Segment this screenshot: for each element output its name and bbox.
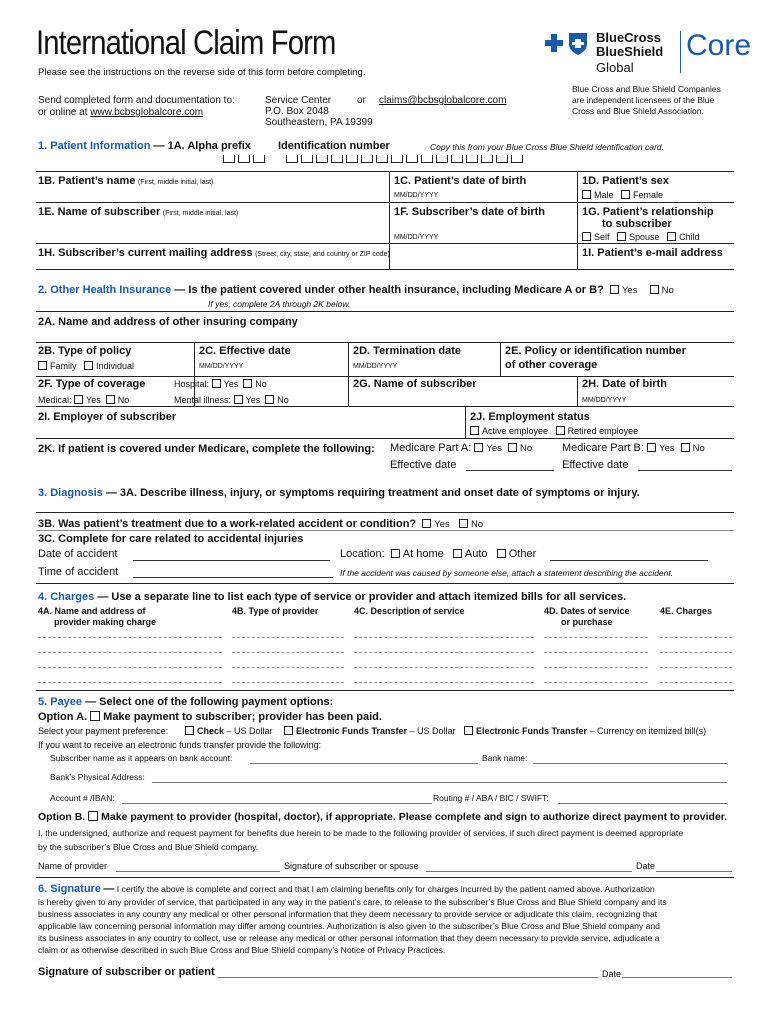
section6-text-4: its business associates in any country to collect, use or release any medical or other personal information that they deem necessary to provide service, adjudicate a [38, 933, 660, 943]
bank-address-field[interactable] [152, 782, 727, 783]
eft-currency-checkbox[interactable] [464, 726, 473, 735]
section4-header [38, 591, 626, 603]
eft-usd-checkbox[interactable] [284, 726, 293, 735]
section1-header [38, 140, 251, 152]
col-4a-1: 4A. Name and address of [38, 606, 146, 616]
col-4e: 4E. Charges [660, 606, 713, 616]
logo-blueshield: BlueShield [596, 44, 664, 59]
col-4a-2: provider making charge [54, 617, 157, 627]
hint-1h: (Street, city, state, and country or ZIP code) [255, 251, 390, 258]
check-label: Check [197, 726, 225, 736]
spouse-checkbox[interactable] [617, 232, 626, 241]
field-1h[interactable] [38, 247, 390, 259]
retired-employee-checkbox[interactable] [556, 426, 565, 435]
patient-signature-label: Signature of subscriber or patient [38, 966, 215, 978]
subscriber-bank-name-label: Subscriber name as it appears on bank account: [50, 753, 233, 763]
logo-global: Global [596, 60, 634, 75]
eft-currency-label: Electronic Funds Transfer [476, 726, 588, 736]
label-2f: 2F. Type of coverage [38, 378, 146, 390]
medical-yes-checkbox[interactable] [74, 395, 83, 404]
option-b-label: Option B. [38, 811, 86, 823]
section5-header [38, 696, 333, 708]
mental-no-checkbox[interactable] [265, 395, 274, 404]
auto-label: Auto [464, 548, 488, 560]
child-label: Child [679, 232, 700, 242]
licensee-line-3: Cross and Blue Shield Association. [572, 106, 704, 116]
label-1g-2: to subscriber [602, 218, 672, 230]
section1-title: 1. Patient Information [38, 140, 151, 152]
eft-usd-label: Electronic Funds Transfer [296, 726, 408, 736]
charge-row-4-4d[interactable] [544, 682, 648, 683]
account-label: Account # /IBAN: [50, 793, 115, 803]
col-4d-1: 4D. Dates of service [544, 606, 630, 616]
label-2b: 2B. Type of policy [38, 345, 132, 357]
option-b [38, 811, 727, 823]
charge-row-4-4c[interactable] [354, 682, 534, 683]
charge-row-1-4c[interactable] [354, 637, 534, 638]
hint-1b: (First, middle initial, last) [137, 179, 214, 186]
patient-signature-field[interactable] [218, 977, 598, 978]
label-1e: 1E. Name of subscriber [38, 206, 161, 218]
payment-preference [38, 726, 168, 736]
hospital-no-checkbox[interactable] [243, 379, 252, 388]
mental-label: Mental illness: [174, 395, 232, 405]
hint-2d[interactable]: MM/DD/YYYY [353, 363, 398, 370]
logo-bluecross: BlueCross [596, 30, 662, 45]
medical-yes-label: Yes [86, 395, 101, 405]
label-2h: 2H. Date of birth [582, 378, 667, 390]
accident-note: If the accident was caused by someone else, attach a statement describing the accident. [340, 568, 674, 578]
authorize-line-2: by the subscriber’s Blue Cross and Blue Shield company. [38, 842, 259, 852]
id-number-label: Identification number [278, 140, 390, 152]
logo-core: Core [686, 29, 752, 62]
charge-row-3-4b[interactable] [232, 667, 344, 668]
section2-title: 2. Other Health Insurance [38, 284, 172, 296]
label-2g[interactable]: 2G. Name of subscriber [353, 378, 477, 390]
date-of-accident-field[interactable] [133, 560, 330, 561]
individual-checkbox[interactable] [84, 361, 93, 370]
active-employee-checkbox[interactable] [470, 426, 479, 435]
section2-header [38, 284, 674, 296]
licensee-line-1: Blue Cross and Blue Shield Companies [572, 84, 721, 94]
label-1b: 1B. Patient’s name [38, 175, 136, 187]
charge-row-3-4e[interactable] [660, 667, 732, 668]
label-3b: 3B. Was patient’s treatment due to a work-related accident or condition? [38, 518, 417, 530]
accident-location [340, 548, 536, 560]
female-label: Female [633, 190, 664, 200]
medicare-a-effective-field[interactable] [466, 470, 554, 471]
medicare-a-yes-label: Yes [486, 443, 502, 454]
charge-row-2-4a[interactable] [38, 652, 222, 653]
medical-label: Medical: [38, 395, 72, 405]
label-2c: 2C. Effective date [199, 345, 291, 357]
section4-title: 4. Charges [38, 591, 95, 603]
charge-row-4-4a[interactable] [38, 682, 222, 683]
spouse-label: Spouse [629, 232, 660, 242]
patient-signature-date-label: Date [602, 969, 622, 979]
field-1e[interactable] [38, 206, 238, 218]
female-checkbox[interactable] [621, 190, 630, 199]
section5-desc: — Select one of the following payment options: [85, 696, 334, 708]
label-1d: 1D. Patient’s sex [582, 175, 670, 187]
other-insurance-no-checkbox[interactable] [650, 285, 659, 294]
diagnosis-line[interactable] [36, 512, 734, 513]
charge-row-2-4b[interactable] [232, 652, 344, 653]
send-line-1: Send completed form and documentation to: [38, 95, 235, 106]
payment-pref-label: Select your payment preference: [38, 726, 169, 736]
hint-2h[interactable]: MM/DD/YYYY [582, 397, 627, 404]
routing-label: Routing # / ABA / BIC / SWIFT: [433, 793, 549, 803]
address-line-3: Southeastern, PA 19399 [265, 117, 373, 128]
section2-question: — Is the patient covered under other health insurance, including Medicare A or B? [174, 284, 604, 296]
time-of-accident-label: Time of accident [38, 566, 119, 578]
hint-2c[interactable]: MM/DD/YYYY [199, 363, 244, 370]
send-line-2-prefix: or online at [38, 107, 91, 118]
id-number-field[interactable] [286, 155, 526, 165]
address-line-2: P.O. Box 2048 [265, 106, 329, 117]
field-1b[interactable] [38, 175, 213, 187]
eft-usd-option [284, 726, 456, 736]
section6-dash: — [103, 883, 115, 895]
alpha-prefix-label: — 1A. Alpha prefix [153, 140, 251, 152]
authorize-line-1: I, the undersigned, authorize and request payment for benefits due herein to be made to the following provider of services, if such direct payment is deemed appropriate [38, 828, 684, 838]
col-4c: 4C. Description of service [354, 606, 465, 616]
sex-options [582, 190, 663, 200]
eft-currency-suffix: – Currency on itemized bill(s) [589, 726, 707, 736]
other-location-label: Other [508, 548, 537, 560]
hospital-coverage [174, 379, 267, 389]
charge-row-4-4e[interactable] [660, 682, 732, 683]
work-related-no-label: No [470, 519, 484, 530]
at-home-checkbox[interactable] [391, 549, 400, 558]
label-2k: 2K. If patient is covered under Medicare, complete the following: [38, 443, 375, 455]
option-a-text: Make payment to subscriber; provider has been paid. [103, 711, 382, 723]
hint-1c[interactable]: MM/DD/YYYY [394, 192, 439, 199]
charge-row-2-4e[interactable] [660, 652, 732, 653]
charge-row-4-4b[interactable] [232, 682, 344, 683]
charge-row-1-4a[interactable] [38, 637, 222, 638]
relationship-options [582, 232, 700, 242]
eft-intro: If you want to receive an electronic funds transfer provide the following: [38, 740, 322, 750]
address-line-1: Service Center [265, 95, 332, 106]
medicare-b-effective-label: Effective date [562, 459, 629, 471]
hospital-yes-checkbox[interactable] [212, 379, 221, 388]
option-a-label: Option A. [38, 711, 88, 723]
copy-note: Copy this from your Blue Cross Blue Shield identification card. [430, 142, 664, 152]
male-label: Male [594, 190, 614, 200]
label-2j: 2J. Employment status [470, 411, 590, 423]
section3-header [38, 487, 640, 499]
eft-currency-option [464, 726, 706, 736]
option-a-checkbox[interactable] [90, 711, 100, 721]
label-2i[interactable]: 2I. Employer of subscriber [38, 411, 177, 423]
date-of-accident-label: Date of accident [38, 548, 118, 560]
medicare-a-effective-label: Effective date [390, 459, 457, 471]
charge-row-2-4d[interactable] [544, 652, 648, 653]
retired-employee-label: Retired employee [567, 426, 639, 436]
medicare-b-no-checkbox[interactable] [681, 443, 690, 452]
label-2a[interactable]: 2A. Name and address of other insuring company [38, 316, 298, 328]
policy-type-options [38, 361, 134, 371]
charge-row-2-4c[interactable] [354, 652, 534, 653]
label-2e-2: of other coverage [505, 359, 598, 371]
section6-text-5: claim or as otherwise described in such Blue Cross and Blue Shield company’s Notice of Privacy Practices. [38, 945, 446, 955]
check-suffix: – US Dollar [226, 726, 273, 736]
individual-label: Individual [96, 361, 135, 371]
other-insurance-no-label: No [661, 285, 674, 296]
claims-email-link[interactable]: claims@bcbsglobalcore.com [379, 95, 507, 106]
family-label: Family [50, 361, 77, 371]
other-insurance-yes-label: Yes [621, 285, 638, 296]
medicare-b-no-label: No [692, 443, 705, 454]
section5-title: 5. Payee [38, 696, 83, 708]
name-of-provider-label: Name of provider [38, 861, 108, 871]
option-a [38, 711, 382, 723]
subscriber-bank-name-field[interactable] [250, 763, 478, 764]
section6-text-2: business associates in any country any medical or other personal information that they deem necessary to provide service or adjudicate this claim, recognizing that [38, 909, 658, 919]
mental-no-label: No [277, 395, 289, 405]
label-2e-1[interactable]: 2E. Policy or identification number [505, 345, 686, 357]
hint-1e: (First, middle initial, last) [162, 210, 239, 217]
auto-checkbox[interactable] [453, 549, 462, 558]
medical-no-checkbox[interactable] [106, 395, 115, 404]
mental-yes-label: Yes [245, 395, 261, 405]
hospital-label: Hospital: [174, 379, 210, 389]
patient-signature-date-field[interactable] [622, 977, 732, 978]
licensee-line-2: are independent licensees of the Blue [572, 95, 715, 105]
medical-coverage [38, 395, 129, 405]
section6-line-0 [38, 883, 655, 895]
bank-name-label: Bank name: [482, 753, 528, 763]
section6-text-0: I certify the above is complete and correct and that I am claiming benefits only for charges incurred by the patient named above. Authorization [116, 884, 655, 894]
section3-3b [38, 518, 483, 530]
subscriber-spouse-signature-label: Signature of subscriber or spouse [284, 861, 419, 871]
label-2d: 2D. Termination date [353, 345, 461, 357]
medicare-b-yes-checkbox[interactable] [647, 443, 656, 452]
charge-row-3-4c[interactable] [354, 667, 534, 668]
form-title: International Claim Form [36, 24, 336, 62]
medical-no-label: No [117, 395, 130, 405]
if-yes-note: If yes, complete 2A through 2K below. [208, 299, 351, 309]
label-1c: 1C. Patient’s date of birth [394, 175, 527, 187]
subscriber-spouse-signature-field[interactable] [426, 871, 632, 872]
other-location-field[interactable] [550, 560, 708, 561]
col-4d-2: or purchase [561, 617, 613, 627]
active-employee-label: Active employee [482, 426, 549, 436]
self-checkbox[interactable] [582, 232, 591, 241]
work-related-yes-checkbox[interactable] [422, 519, 431, 528]
medicare-part-a [390, 442, 532, 454]
medicare-a-label: Medicare Part A: [390, 442, 472, 454]
hint-1f[interactable]: MM/DD/YYYY [394, 234, 439, 241]
check-usd-option [185, 726, 273, 736]
mental-coverage [174, 395, 289, 405]
bank-name-field[interactable] [533, 763, 727, 764]
medicare-b-label: Medicare Part B: [562, 442, 644, 454]
instructions-note: Please see the instructions on the reverse side of this form before completing. [38, 67, 366, 78]
section6-text-1: is hereby given to any provider of service, that participated in any way in the patient’s care, to release to the subscriber’s Blue Cross and Blue Shield company and its [38, 897, 667, 907]
charge-row-3-4a[interactable] [38, 667, 222, 668]
or-text: or [357, 95, 366, 106]
family-checkbox[interactable] [38, 361, 47, 370]
option-b-checkbox[interactable] [88, 811, 98, 821]
provider-date-field[interactable] [656, 871, 732, 872]
work-related-yes-label: Yes [434, 519, 450, 530]
check-usd-checkbox[interactable] [185, 726, 194, 735]
location-label: Location: [340, 548, 385, 560]
male-checkbox[interactable] [582, 190, 591, 199]
option-b-text: Make payment to provider (hospital, doctor), if appropriate. Please complete and sign to authorize direct payment to provider. [101, 811, 728, 823]
label-1h: 1H. Subscriber’s current mailing address [38, 247, 253, 259]
medicare-a-no-label: No [520, 443, 533, 454]
bank-address-label: Bank’s Physical Address: [50, 772, 145, 782]
other-location-checkbox[interactable] [497, 549, 506, 558]
section3-title: 3. Diagnosis [38, 487, 103, 499]
medicare-a-no-checkbox[interactable] [508, 443, 517, 452]
section6-text-3: applicable law concerning personal information may differ among countries. Authorization is also given to the subscriber’s Blue Cross and Blue Shield company and [38, 921, 660, 931]
name-of-provider-field[interactable] [116, 871, 280, 872]
section4-desc: — Use a separate line to list each type of service or provider and attach itemized bills for all services. [97, 591, 627, 603]
medicare-b-effective-field[interactable] [638, 470, 732, 471]
hospital-no-label: No [255, 379, 267, 389]
routing-field[interactable] [558, 803, 727, 804]
at-home-label: At home [402, 548, 444, 560]
self-label: Self [594, 232, 610, 242]
charge-row-1-4e[interactable] [660, 637, 732, 638]
mental-yes-checkbox[interactable] [234, 395, 243, 404]
eft-usd-suffix: – US Dollar [409, 726, 456, 736]
medicare-b-yes-label: Yes [658, 443, 675, 454]
label-1f: 1F. Subscriber’s date of birth [394, 206, 545, 218]
work-related-no-checkbox[interactable] [459, 519, 468, 528]
other-insurance-yes-checkbox[interactable] [610, 285, 619, 294]
label-1g-1: 1G. Patient’s relationship [582, 206, 714, 218]
col-4b: 4B. Type of provider [232, 606, 319, 616]
child-checkbox[interactable] [667, 232, 676, 241]
employment-options [470, 426, 638, 436]
bcbs-logo [542, 31, 592, 57]
charge-row-3-4d[interactable] [544, 667, 648, 668]
label-3c: 3C. Complete for care related to accidental injuries [38, 533, 304, 545]
alpha-prefix-field[interactable] [223, 155, 271, 165]
medicare-a-yes-checkbox[interactable] [474, 443, 483, 452]
hospital-yes-label: Yes [223, 379, 239, 389]
charge-row-1-4b[interactable] [232, 637, 344, 638]
time-of-accident-field[interactable] [133, 577, 333, 578]
send-line-2 [38, 107, 203, 118]
website-link[interactable]: www.bcbsglobalcore.com [90, 107, 204, 118]
label-1i[interactable]: 1I. Patient’s e-mail address [582, 247, 723, 259]
medicare-part-b [562, 442, 705, 454]
account-field[interactable] [122, 803, 432, 804]
cross-shield-icon [542, 31, 592, 57]
section6-title: 6. Signature [38, 883, 101, 895]
charge-row-1-4d[interactable] [544, 637, 648, 638]
section3-3a-label: — 3A. Describe illness, injury, or symptoms requiring treatment and onset date of symptoms or injury. [105, 487, 640, 499]
provider-date-label: Date [636, 861, 656, 871]
